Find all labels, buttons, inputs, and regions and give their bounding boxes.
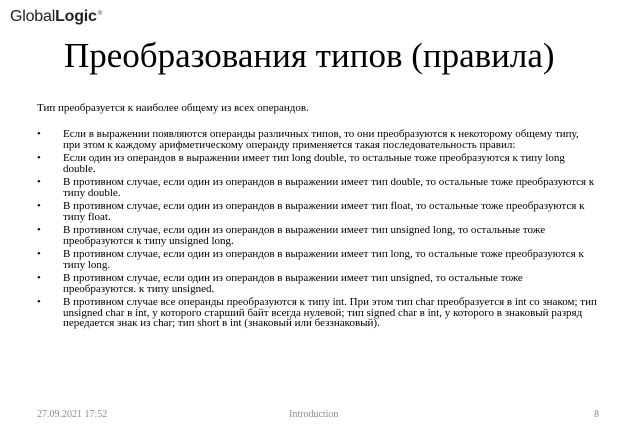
bullet-icon: • (37, 152, 41, 164)
bullet-icon: • (37, 272, 41, 284)
bullet-icon: • (37, 176, 41, 188)
rule-item (37, 201, 597, 222)
rule-text: В противном случае, если один из операндов в выражении имеет тип double, то остальные тоже преобразуются к типу double. (63, 176, 595, 199)
intro-text: Тип преобразуется к наиболее общему из всех операндов. (37, 102, 309, 114)
rule-text: Если один из операндов в выражении имеет тип long double, то остальные тоже преобразуются к типу long double. (63, 152, 565, 175)
logo-text-global: Global (10, 8, 56, 25)
logo-registered-mark: ® (97, 10, 102, 17)
rule-text: В противном случае, если один из операндов в выражении имеет тип unsigned long, то остальные тоже преобразуются к типу unsigned long. (63, 224, 546, 247)
bullet-icon: • (37, 128, 41, 140)
rule-text: В противном случае, если один из операндов в выражении имеет тип long, то остальные тоже преобразуются к типу long. (63, 248, 584, 271)
slide-title: Преобразования типов (правила) (64, 36, 555, 75)
rule-item (37, 249, 597, 270)
rules-list (37, 129, 597, 332)
rule-text: Если в выражении появляются операнды различных типов, то они преобразуются к некоторому общему типу, при этом к каждому арифметическому операнду применяется такая последовательность правил: (63, 128, 579, 151)
logo-text-logic: Logic (55, 8, 97, 25)
footer-date: 27.09.2021 17:52 (37, 409, 108, 420)
globallogic-logo (10, 8, 102, 26)
rule-item (37, 273, 597, 294)
rule-text: В противном случае, если один из операндов в выражении имеет тип float, то остальные тоже преобразуются к типу float. (63, 200, 585, 223)
rule-item (37, 129, 597, 150)
rule-text: В противном случае, если один из операндов в выражении имеет тип unsigned, то остальные тоже преобразуются. к типу unsigned. (63, 272, 523, 295)
bullet-icon: • (37, 296, 41, 308)
rule-text: В противном случае все операнды преобразуются к типу int. При этом тип char преобразуется в int со знаком; тип unsigned char в int, у которого старший байт всегда нулевой; тип signed char в int, у которого в знаковый разряд передается знак из char; тип short в int (знаковый или беззнаковый). (63, 296, 597, 329)
bullet-icon: • (37, 248, 41, 260)
rule-item (37, 225, 597, 246)
footer-page-number: 8 (594, 409, 599, 420)
footer-section-title: Introduction (289, 409, 339, 420)
bullet-icon: • (37, 224, 41, 236)
bullet-icon: • (37, 200, 41, 212)
rule-item (37, 177, 597, 198)
rule-item (37, 153, 597, 174)
rule-item (37, 297, 597, 329)
